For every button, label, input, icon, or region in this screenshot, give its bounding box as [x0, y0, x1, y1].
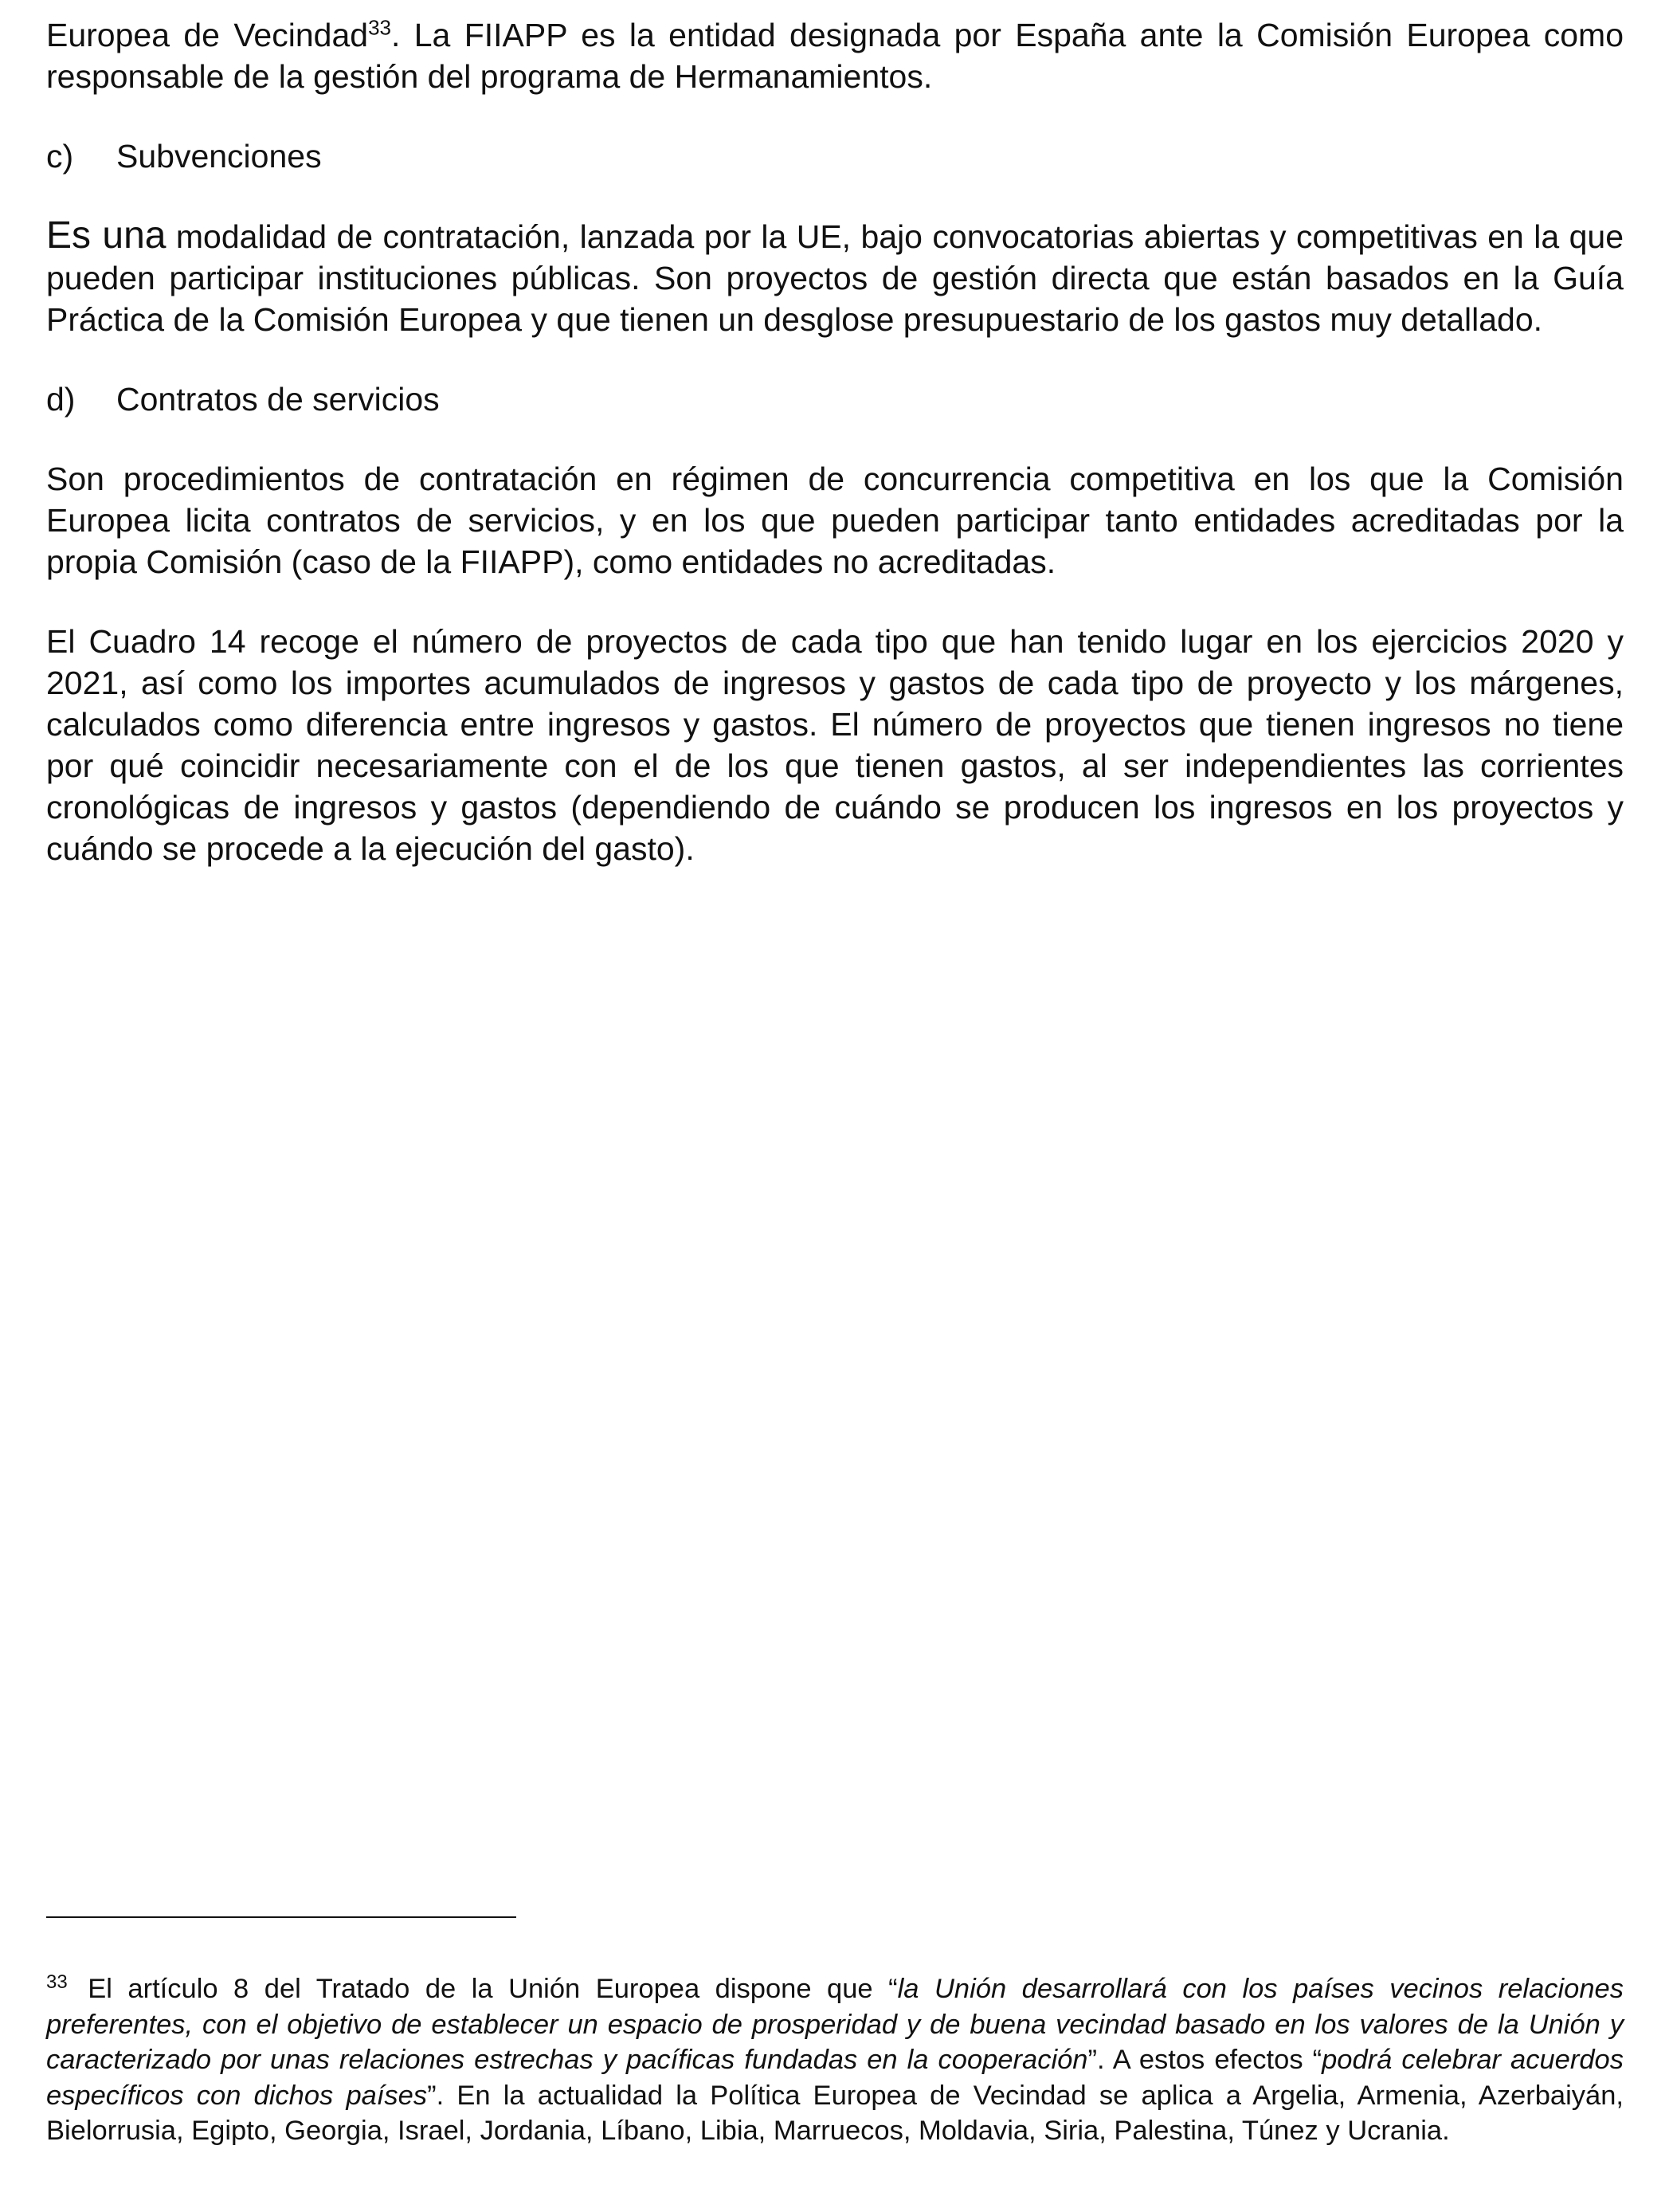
section-title: Contratos de servicios — [116, 381, 440, 418]
paragraph-subvenciones — [46, 215, 1624, 340]
section-letter: c) — [46, 138, 74, 175]
footnote-quote: podrá celebrar acuerdos específicos con dichos países — [46, 2045, 1624, 2111]
paragraph-lead: Es una — [46, 214, 167, 257]
footnote-number: 33 — [46, 1971, 68, 1993]
footnote-quote: la Unión desarrollará con los países vecinos relaciones preferentes, con el objetivo de establecer un espacio de prosperidad y de buena vecindad basado en los valores de la Unión y caracterizado por unas relaciones estrechas y pacíficas fundadas en la cooperación — [46, 1974, 1624, 2075]
section-heading-contratos — [46, 378, 1624, 420]
paragraph-text: Europea de Vecindad — [46, 17, 369, 53]
section-heading-subvenciones — [46, 135, 1624, 177]
footnote-separator — [46, 1916, 516, 1918]
footnote-text: ”. En la actualidad la Política Europea de Vecindad se aplica a Argelia, Armenia, Azerbaiyán, Bielorrusia, Egipto, Georgia, Israel, Jordania, Líbano, Libia, Marruecos, Moldavia, Siria, Palestina, Túnez y Ucrania. — [46, 2080, 1624, 2146]
paragraph-contratos: Son procedimientos de contratación en régimen de concurrencia competitiva en los que la Comisión Europea licita contratos de servicios, y en los que pueden participar tanto entidades acreditadas por la propia Comisión (caso de la FIIAPP), como entidades no acreditadas. — [46, 461, 1624, 580]
footnote — [46, 1971, 1624, 2149]
paragraph-text: . La FIIAPP es la entidad designada por España ante la Comisión Europea como responsable de la gestión del programa de Hermanamientos. — [46, 17, 1624, 95]
section-title: Subvenciones — [116, 138, 322, 175]
paragraph-cuadro-14: El Cuadro 14 recoge el número de proyectos de cada tipo que han tenido lugar en los ejercicios 2020 y 2021, así como los importes acumulados de ingresos y gastos de cada tipo de proyecto y los márgenes, calculados como diferencia entre ingresos y gastos. El número de proyectos que tienen ingresos no tiene por qué coincidir necesariamente con el de los que tienen gastos, al ser independientes las corrientes cronológicas de ingresos y gastos (dependiendo de cuándo se producen los ingresos en los proyectos y cuándo se procede a la ejecución del gasto). — [46, 623, 1624, 867]
paragraph-hermanamientos — [46, 14, 1624, 97]
section-letter: d) — [46, 381, 76, 418]
footnote-text: ”. A estos efectos “ — [1087, 2045, 1322, 2075]
paragraph-text: modalidad de contratación, lanzada por la UE, bajo convocatorias abiertas y competitivas en la que pueden participar instituciones públicas. Son proyectos de gestión directa que están basados en la Guía Práctica de la Comisión Europea y que tienen un desglose presupuestario de los gastos muy detallado. — [46, 218, 1624, 338]
document-page — [46, 14, 1624, 869]
footnote-reference: 33 — [368, 15, 391, 40]
footnote-text: El artículo 8 del Tratado de la Unión Europea dispone que “ — [72, 1974, 898, 2004]
